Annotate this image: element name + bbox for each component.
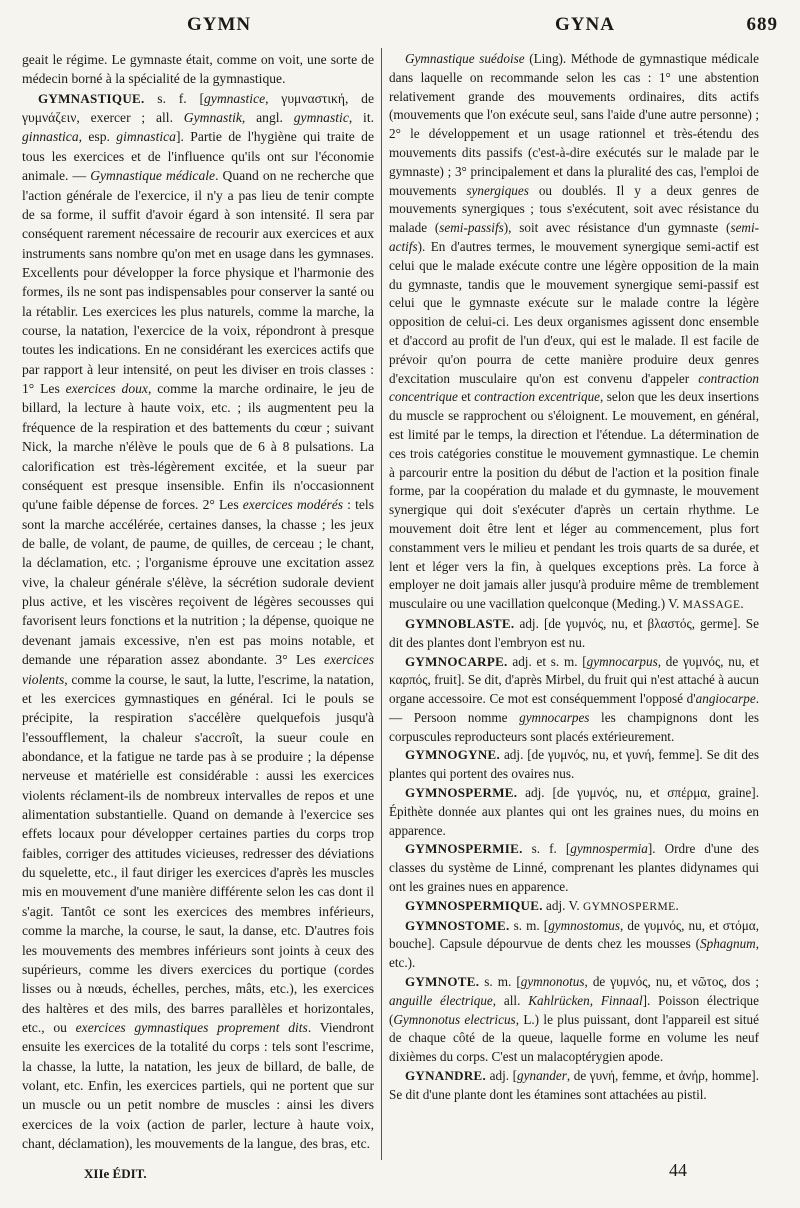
- entry-gymnastique: [22, 89, 374, 1154]
- entry-text: , L.) le plus puissant, dont l'appareil est situé de chaque côté de la queue, laquelle forme en volume les neuf dixièmes du corps. C'est un malacoptérygien apode.: [389, 1011, 759, 1065]
- headword: GYMNOTE.: [405, 974, 480, 990]
- entry-text: . Viendront ensuite les exercices de la totalité du corps : tels sont l'escrime, la chasse, la lutte, la natation, les jeux de billard, de balle, de volant, etc. Enfin, les exercices partiels, qui ne portent que sur un muscle ou un petit nombre de muscles : ainsi les divers exercices de la voix (action de parler, lecture à haute voix, chant, déclamation), les mouvements de la langue, des bras, etc.: [22, 1019, 374, 1152]
- italic-text: exercices violents: [22, 652, 374, 687]
- entry-gymnoblaste: [389, 615, 759, 653]
- entry-text: . Quand on ne recherche que l'action générale de l'exercice, il n'y a pas lieu de tenir compte de sa forme, il suffit d'avoir égard à son intensité. Il sera par conséquent rarement nécessaire de recourir aux exercices et aux instruments sans nombre qu'on met en usage dans les gymnases. Excellents pour développer la force physique et l'harmonie des formes, ils ne sont pas indispensables pour conserver la santé ou la rétablir. Les exercices les plus naturels, comme la marche, la course, la natation, l'exercice de la voix, répondront à presque toutes les indications. En ne considérant les exercices actifs que par rapport à leur intensité, on peut les diviser en trois classes : 1° Les: [22, 168, 374, 397]
- entry-text: adj. [de γυμνός, nu, et σπέρμα, graine]. Épithète donnée aux plantes qui ont les graines nues, du moins en apparence.: [389, 785, 759, 838]
- italic-text: gymnocarpes: [519, 709, 590, 725]
- italic-text: gymnastic: [293, 110, 349, 126]
- italic-text: Gymnastique médicale: [90, 168, 216, 184]
- entry-gymnocarpe: [389, 653, 759, 747]
- entry-text: s. m. [: [479, 974, 521, 990]
- italic-text: exercices gymnastiques proprement dits: [75, 1019, 308, 1035]
- headword: GYMNOSTOME.: [405, 917, 510, 933]
- italic-text: synergiques: [466, 182, 529, 198]
- italic-text: contraction concentrique: [389, 370, 759, 405]
- left-column: [22, 50, 374, 1153]
- entry-gymnospermique: [389, 897, 759, 917]
- italic-text: anguille électrique: [389, 992, 493, 1008]
- right-column: [389, 50, 759, 1105]
- entry-text: ]. Partie de l'hygiène qui traite de tous les exercices et de l'influence qu'ils ont sur l'économie animale. —: [22, 129, 374, 184]
- headword: GYMNOSPERMIQUE.: [405, 897, 543, 913]
- entry-text: , de γυμνός, nu, et στόμα, bouche]. Capsule dépourvue de dents chez les mousses (: [389, 917, 760, 952]
- italic-text: contraction excentrique: [474, 389, 601, 405]
- italic-text: gymnonotus: [520, 974, 585, 990]
- header-right-word: GYNA: [555, 14, 615, 35]
- entry-text: , etc.).: [389, 936, 759, 971]
- entry-text: , de γυμνός, nu, et καρπός, fruit]. Se dit, d'après Mirbel, du fruit qui n'est attaché à aucun organe accessoire. Ce mot est conséquemment l'opposé d': [389, 653, 759, 707]
- italic-text: semi-passifs: [439, 220, 504, 236]
- entry-text: s. m. [: [509, 917, 549, 933]
- entry-text: ]. Ordre d'une des classes du système de Linné, comprenant les plantes didynames qui ont les graines nues en apparence.: [389, 841, 759, 895]
- entry-text: , all.: [492, 992, 529, 1008]
- continued-paragraph: geait le régime. Le gymnaste était, comme on voit, une sorte de médecin borné à la spécialité de la gymnastique.: [22, 52, 374, 87]
- entry-text: .: [740, 596, 744, 612]
- entry-text: . — Persoon nomme: [389, 691, 759, 725]
- entry-text: , it.: [348, 110, 375, 126]
- entry-text: : tels sont la marche accélérée, certaines danses, la chasse ; les jeux de balle, de volant, de paume, de quilles, de cerceau ; le chant, la déclamation, etc. ; l'organisme éprouve une excitation assez vive, la chaleur générale s'élève, la sécrétion sudorale devient plus active, et les viscères reçoivent de légères secousses qui favorisent leurs fonctions et la nutrition ; la dépense, quoique ne devenant jamais excessive, n'en est pas moins notable, et demande une réparation assez abondante. 3° Les: [22, 497, 374, 668]
- headword: GYMNOCARPE.: [405, 653, 508, 669]
- entry-gymnastique-suedoise: [389, 50, 759, 615]
- headword: GYMNASTIQUE.: [38, 90, 145, 106]
- italic-text: gymnocarpus: [586, 653, 658, 669]
- entry-gymnogyne: [389, 746, 759, 784]
- entry-text: , de γυμνός, nu, et νῶτος, dos ;: [584, 974, 759, 990]
- entry-text: , de γυνή, femme, et ἀνήρ, homme]. Se dit d'une plante dont les étamines sont attachées au pistil.: [389, 1068, 759, 1102]
- italic-text: exercices modérés: [242, 497, 344, 513]
- italic-text: exercices doux: [65, 381, 148, 397]
- entry-text: , comme la course, le saut, la lutte, l'escrime, la natation, et les exercices gymnastiques en général. Ici le pouls se précipite, la respiration s'accélère quelquefois jusqu'à l'essoufflement, la chaleur s'accroît, la sueur coule en abondance, et la fatigue ne tarde pas à se produire ; la dépense nerveuse et matérielle est considérable : aussi les exercices violents réclament-ils de nombreux intervalles de repos et une alimentation substantielle. Quand on demande à l'exercice ses effets locaux pour développer certaines parties du corps trop faibles, corriger des attitudes vicieuses, redresser des déviations du squelette, etc., il faut diriger les exercices d'après les muscles mis en mouvement d'une manière différente selon les cas dont il s'agit. Tantôt ce sont les exercices des membres inférieurs, comme la marche, la course, le saut, la danse, etc. D'autres fois les mouvements des membres inférieurs sont joints à ceux des supérieurs, comme les divers exercices du portique (cordes lisses ou à nœuds, échelles, perches, mâts, etc.), les exercices des haltères et des mils, des barres parallèles et horizontales, etc., ou: [22, 671, 374, 1035]
- header-left-word: GYMN: [187, 14, 252, 35]
- cross-reference: GYMNOSPERME: [582, 900, 676, 913]
- entry-gymnostome: [389, 917, 759, 973]
- entry-text: ), soit avec résistance d'un gymnaste (: [503, 220, 731, 236]
- page-number: 689: [746, 14, 778, 35]
- headword: GYMNOGYNE.: [405, 747, 501, 763]
- running-header: [22, 14, 778, 42]
- headword: GYMNOSPERME.: [405, 785, 518, 801]
- entry-text: (Ling). Méthode de gymnastique médicale dans laquelle on recommande selon les cas : 1° une abstention relativement grande des mouvements ordinaires, dits actifs (mouvements que l'on exécute seul, sans l'aide d'une autre personne) ; 2° le développement et un usage rationnel et très-étendu des mouvements dits passifs (c'est-à-dire exécutés sur le malade par le gymnaste) ; 3° principalement et dans la pluralité des cas, l'emploi de mouvements: [389, 51, 759, 198]
- headword: GYMNOBLASTE.: [405, 615, 515, 631]
- entry-gymnote: [389, 973, 759, 1067]
- entry-text: , comme la marche ordinaire, le jeu de billard, la lecture à haute voix, etc. ; ils augmentent peu la fréquence de la respiration et des battements du cœur ; suivant Nick, la marche n'élève le pouls que de 6 à 8 pulsations. La calorification est très-légèrement excitée, et la sueur par conséquent est presque insensible. Enfin ils n'occasionnent qu'une faible dépense de forces. 2° Les: [22, 381, 374, 513]
- italic-text: angiocarpe: [695, 691, 756, 707]
- italic-text: Gymnastique suédoise: [405, 51, 525, 66]
- italic-text: gimnastica: [116, 129, 176, 145]
- entry-text: ]. Poisson électrique (: [389, 992, 760, 1027]
- italic-text: ginnastica: [22, 129, 79, 145]
- entry-text: , γυμναστική, de γυμνάζειν, exercer ; all.: [22, 90, 375, 126]
- column-divider: [381, 48, 382, 1160]
- headword: GYMNOSPERMIE.: [405, 841, 523, 857]
- entry-text: , esp.: [78, 129, 117, 145]
- entry-text: adj. [de γυμνός, nu, et βλαστός, germe]. Se dit des plantes dont l'embryon est nu.: [389, 615, 759, 650]
- entry-text: adj. et s. m. [: [507, 653, 587, 669]
- entry-gynandre: [389, 1067, 759, 1105]
- italic-text: Sphagnum: [700, 936, 756, 952]
- headword: GYNANDRE.: [405, 1068, 487, 1084]
- italic-text: gymnastice: [203, 90, 266, 106]
- italic-text: Gymnonotus electricus: [393, 1011, 516, 1027]
- entry-text: s. f. [: [522, 841, 571, 857]
- entry-text: , selon que les deux insertions du muscle se rapprochent ou s'éloignent. Le mouvement, en général, est limité par le temps, la direction et l'étendue. La détermination de ces trois catégories constitue le mouvement gymnastique. Le chemin à parcourir entre la position du début de l'action et la position finale forme, par la coopération du malade et du gymnaste, le mouvement synergique qui doit s'exécuter d'après un certain rhythme. Le mouvement doit être lent et léger au commencement, plus fort constamment vers le milieu et pendant les trois quarts de sa durée, et lent et léger vers la fin, à quelques exceptions près. La force à employer ne doit jamais aller jusqu'à produire même de tremblement musculaire ou une vacillation quelconque (Meding.) V.: [389, 389, 759, 612]
- cross-reference: MASSAGE: [682, 599, 741, 612]
- italic-text: gynander: [517, 1068, 567, 1084]
- signature-mark: 44: [669, 1160, 687, 1180]
- italic-text: gymnospermia: [570, 841, 648, 857]
- entry-text: les champignons dont les corpuscules reproducteurs sont placés extérieurement.: [389, 709, 759, 744]
- italic-text: Kahlrücken, Finnaal: [528, 992, 643, 1008]
- entry-text: ou doublés. Il y a deux genres de mouvements synergiques ; tous s'exécutent, soit avec résistance du malade (: [389, 182, 759, 236]
- edition-mark: XIIe ÉDIT.: [84, 1166, 147, 1181]
- entry-text: adj. V.: [542, 897, 583, 913]
- entry-text: et: [457, 389, 475, 405]
- italic-text: gymnostomus: [548, 917, 621, 933]
- entry-text: adj. [de γυμνός, nu, et γυνή, femme]. Se dit des plantes qui portent des ovaires nus.: [389, 747, 759, 782]
- italic-text: semi-actifs: [389, 220, 760, 254]
- entry-text: adj. [: [486, 1068, 518, 1084]
- entry-text: , angl.: [241, 110, 294, 126]
- entry-gymnospermie: [389, 840, 759, 896]
- entry-gymnosperme: [389, 784, 759, 840]
- entry-text: .: [675, 897, 679, 913]
- page-footer: [22, 1160, 778, 1190]
- entry-text: ). En d'autres termes, le mouvement synergique semi-actif est celui que le malade exécute contre une légère opposition de la main du gymnaste, tandis que le mouvement synergique semi-passif est celui que le gymnaste exécute sur le malade contre la légère opposition de celui-ci. Les deux organismes agissent donc ensemble et d'accord au profit de l'un d'eux, qui est le malade. Il est facile de prévoir qu'on pourra de cette manière produire deux genres d'excitation musculaire qu'on est convenu d'appeler: [389, 238, 759, 386]
- italic-text: Gymnastik: [183, 110, 242, 126]
- entry-text: s. f. [: [144, 90, 204, 106]
